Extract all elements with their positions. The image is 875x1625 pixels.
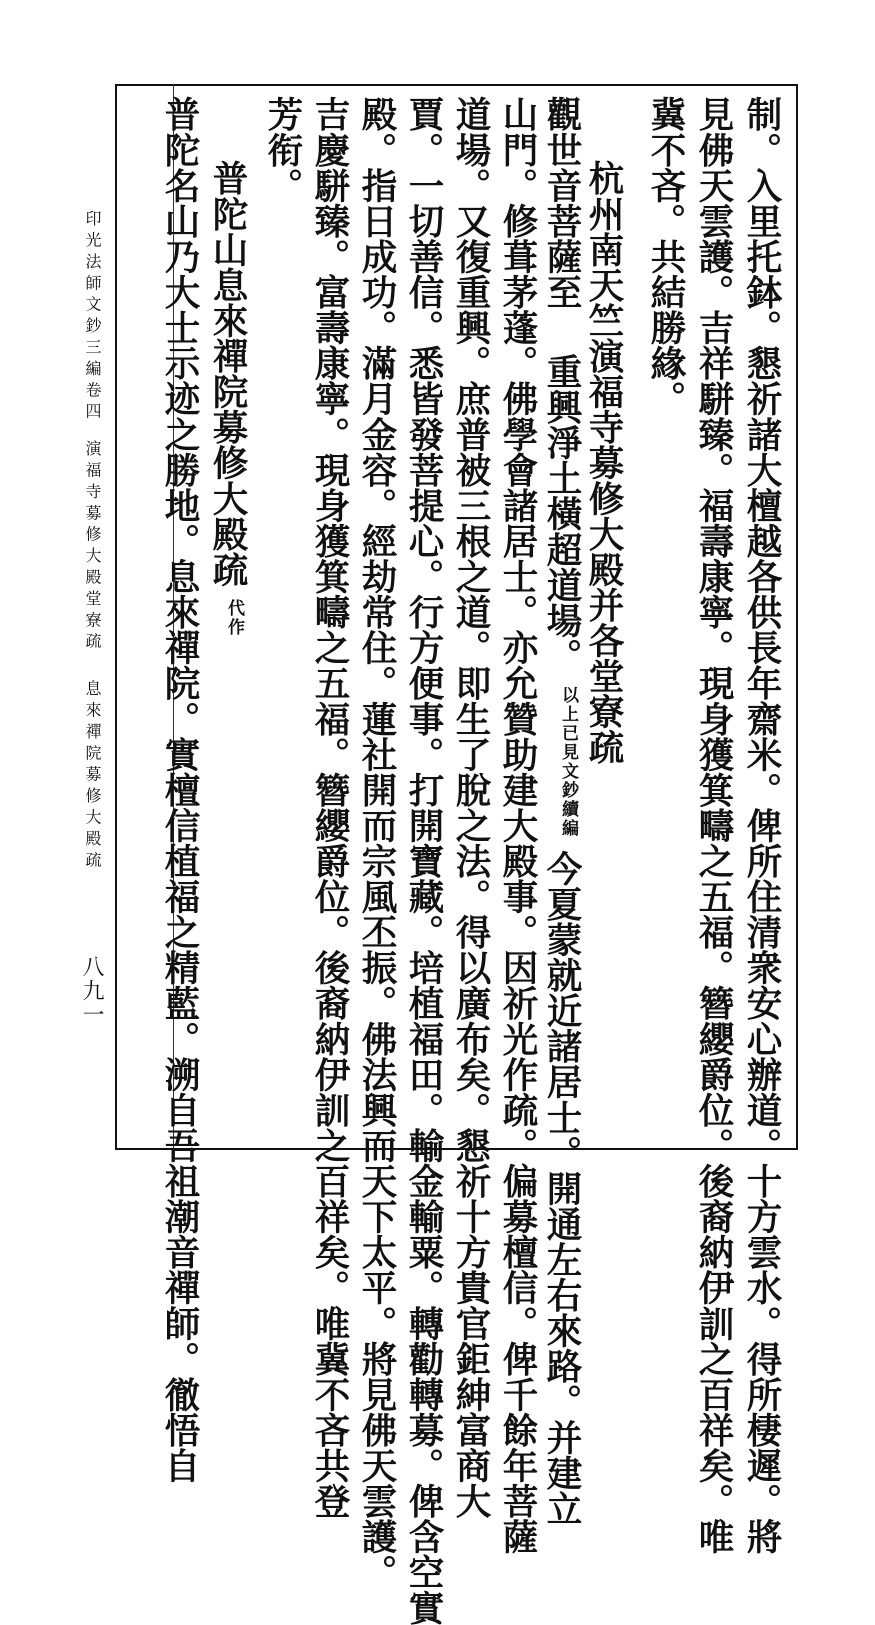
title-text: 普陀山息來禪院募修大殿疏 — [207, 160, 248, 587]
text-column-11: 芳衔。 — [262, 96, 303, 203]
text-column-9: 殿。指日成功。滿月金容。經劫常住。蓮社開而宗風丕振。佛法興而天下太平。將見佛天雲護。 — [356, 96, 397, 1590]
inline-note: 以上已見文鈔續編 — [558, 685, 578, 838]
author-note: 代作 — [224, 599, 244, 638]
running-head-section1: 演福寺募修大殿堂寮疏 — [83, 440, 102, 654]
text-column-7: 道場。又復重興。庶普被三根之道。即生了脫之法。得以廣布矣。懇祈十方貴官鉅紳富商大 — [450, 96, 491, 1519]
page-number: 八九一 — [79, 955, 104, 1027]
text-column-1: 制。入里托鉢。懇祈諸大檀越各供長年齋米。俾所住清衆安心辦道。十方雲水。得所棲遲。將 — [741, 96, 782, 1554]
text-column-10: 吉慶駢臻。富壽康寧。現身獲箕疇之五福。簪纓爵位。後裔納伊訓之百祥矣。唯冀不吝共登 — [309, 96, 350, 1519]
text-segment: 觀世音菩薩至 — [541, 96, 582, 310]
running-head-section2: 息來禪院募修大殿疏 — [83, 680, 102, 873]
text-column-3: 冀不吝。共結勝緣。 — [645, 96, 686, 417]
text-column-13: 普陀名山乃大士示迹之勝地。息來禪院。實檀信植福之精藍。溯自吾祖潮音禪師。徹悟自 — [159, 96, 200, 1483]
text-column-2: 見佛天雲護。吉祥駢臻。福壽康寧。現身獲箕疇之五福。簪纓爵位。後裔納伊訓之百祥矣。唯 — [693, 96, 734, 1554]
running-head-book: 印光法師文鈔三編卷四 — [83, 210, 102, 424]
text-column-6: 山門。修葺茅蓬。佛學會諸居士。亦允贊助建大殿事。因祈光作疏。偏募檀信。俾千餘年菩薩 — [497, 96, 538, 1554]
text-segment: 重興淨土橫超道場。 — [541, 353, 582, 674]
gap-space — [558, 322, 577, 341]
essay-title-1: 杭州南天竺演福寺募修大殿并各堂寮疏 — [583, 160, 624, 765]
text-column-5 — [541, 96, 582, 1526]
text-segment: 今夏蒙就近諸居士。開通左右來路。并建立 — [541, 850, 582, 1526]
text-column-8: 賈。一切善信。悉皆發菩提心。行方便事。打開寶藏。培植福田。輸金輸粟。轉勸轉募。俾含空實 — [403, 96, 444, 1625]
essay-title-2 — [207, 160, 248, 638]
